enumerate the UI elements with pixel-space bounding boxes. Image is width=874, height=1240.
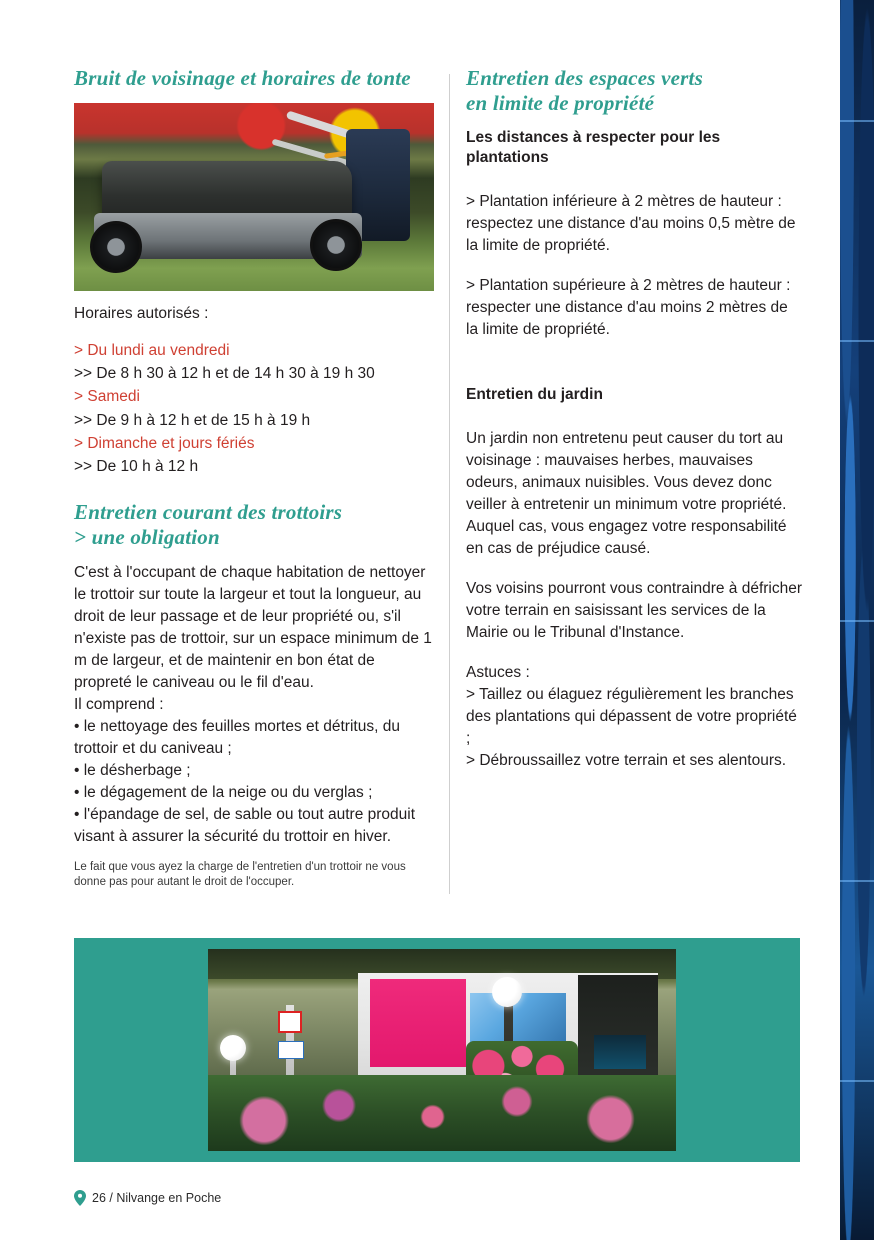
left-column	[74, 66, 434, 891]
column-divider	[449, 74, 450, 894]
sidewalk-fineprint: Le fait que vous ayez la charge de l'entretien d'un trottoir ne vous donne pas pour autant le droit de l'occuper.	[74, 860, 406, 889]
paragraph-neighbors: Vos voisins pourront vous contraindre à défricher votre terrain en saisissant les services de la Mairie ou le Tribunal d'Instance.	[466, 580, 803, 642]
photo-road-sign-secondary	[278, 1041, 304, 1059]
section-title-noise: Bruit de voisinage et horaires de tonte	[74, 66, 411, 90]
paragraph-garden-maintenance: Un jardin non entretenu peut causer du tort au voisinage : mauvaises herbes, mauvaises odeurs, animaux nuisibles. Vous devez donc veiller à entretenir un minimum votre propriété. Auquel cas, vous engagez votre responsabilité en cas de préjudice causé.	[466, 430, 787, 558]
list-item: • l'épandage de sel, de sable ou tout autre produit visant à assurer la sécurité du trottoir en hiver.	[74, 805, 416, 845]
subtitle-garden: Entretien du jardin	[466, 386, 603, 404]
sidewalk-includes: Il comprend :	[74, 695, 164, 713]
right-column	[466, 66, 802, 772]
photo-window	[594, 1035, 646, 1069]
mower-wheel-rear	[310, 219, 362, 271]
hours-value-saturday: >> De 9 h à 12 h et de 15 h à 19 h	[74, 411, 311, 429]
list-item: • le dégagement de la neige ou du verglas ;	[74, 783, 373, 801]
section-title-sidewalk	[74, 500, 434, 550]
hours-intro: Horaires autorisés :	[74, 304, 209, 322]
paragraph-plantation-under-2m: > Plantation inférieure à 2 mètres de hauteur : respectez une distance d'au moins 0,5 mètre de la limite de propriété.	[466, 193, 796, 255]
hours-label-saturday: > Samedi	[74, 388, 140, 406]
mower-wheel-front	[90, 221, 142, 273]
paragraph-plantation-over-2m: > Plantation supérieure à 2 mètres de hauteur : respecter une distance d'au moins 2 mètres de la limite de propriété.	[466, 277, 791, 339]
sidewalk-body: C'est à l'occupant de chaque habitation de nettoyer le trottoir sur toute la largeur et tout la longueur, au droit de leur passage et de leur propriété ou, s'il n'existe pas de trottoir, sur un espace minimum de 1 m de largeur, et de maintenir en bon état de propreté le caniveau ou le fil d'eau.	[74, 563, 432, 691]
lawn-mower-photo	[74, 103, 434, 291]
list-item: • le désherbage ;	[74, 761, 191, 779]
list-item: • le nettoyage des feuilles mortes et détritus, du trottoir et du caniveau ;	[74, 717, 400, 757]
subtitle-distances: Les distances à respecter pour les plantations	[466, 128, 721, 167]
location-pin-icon	[74, 1190, 86, 1206]
section-title-green-line2: en limite de propriété	[466, 90, 655, 115]
decorative-edge-strip	[840, 0, 874, 1240]
footer-text: 26 / Nilvange en Poche	[92, 1191, 222, 1205]
section-title-green-line1: Entretien des espaces verts	[466, 66, 703, 90]
photo-garden-bed	[208, 1075, 676, 1151]
section-title-sidewalk-line1: Entretien courant des trottoirs	[74, 500, 343, 525]
tips-label: Astuces :	[466, 664, 530, 682]
tip-prune: > Taillez ou élaguez régulièrement les branches des plantations qui dépassent de votre propriété ;	[466, 686, 797, 748]
section-title-sidewalk-line2: > une obligation	[74, 525, 220, 550]
photo-pink-panel	[370, 979, 466, 1067]
hours-value-sunday: >> De 10 h à 12 h	[74, 458, 199, 476]
section-title-green-spaces	[466, 66, 802, 116]
street-garden-photo	[208, 949, 676, 1151]
hours-value-weekdays: >> De 8 h 30 à 12 h et de 14 h 30 à 19 h 30	[74, 365, 375, 383]
hours-label-weekdays: > Du lundi au vendredi	[74, 341, 230, 359]
photo-road-sign	[278, 1011, 302, 1033]
photo-lamp-globe-left	[220, 1035, 246, 1061]
page-footer	[74, 1190, 221, 1206]
hours-label-sunday: > Dimanche et jours fériés	[74, 434, 255, 452]
bottom-banner	[74, 938, 800, 1162]
tip-clear-brush: > Débroussaillez votre terrain et ses alentours.	[466, 752, 787, 770]
photo-lamp-globe-right	[492, 977, 522, 1007]
